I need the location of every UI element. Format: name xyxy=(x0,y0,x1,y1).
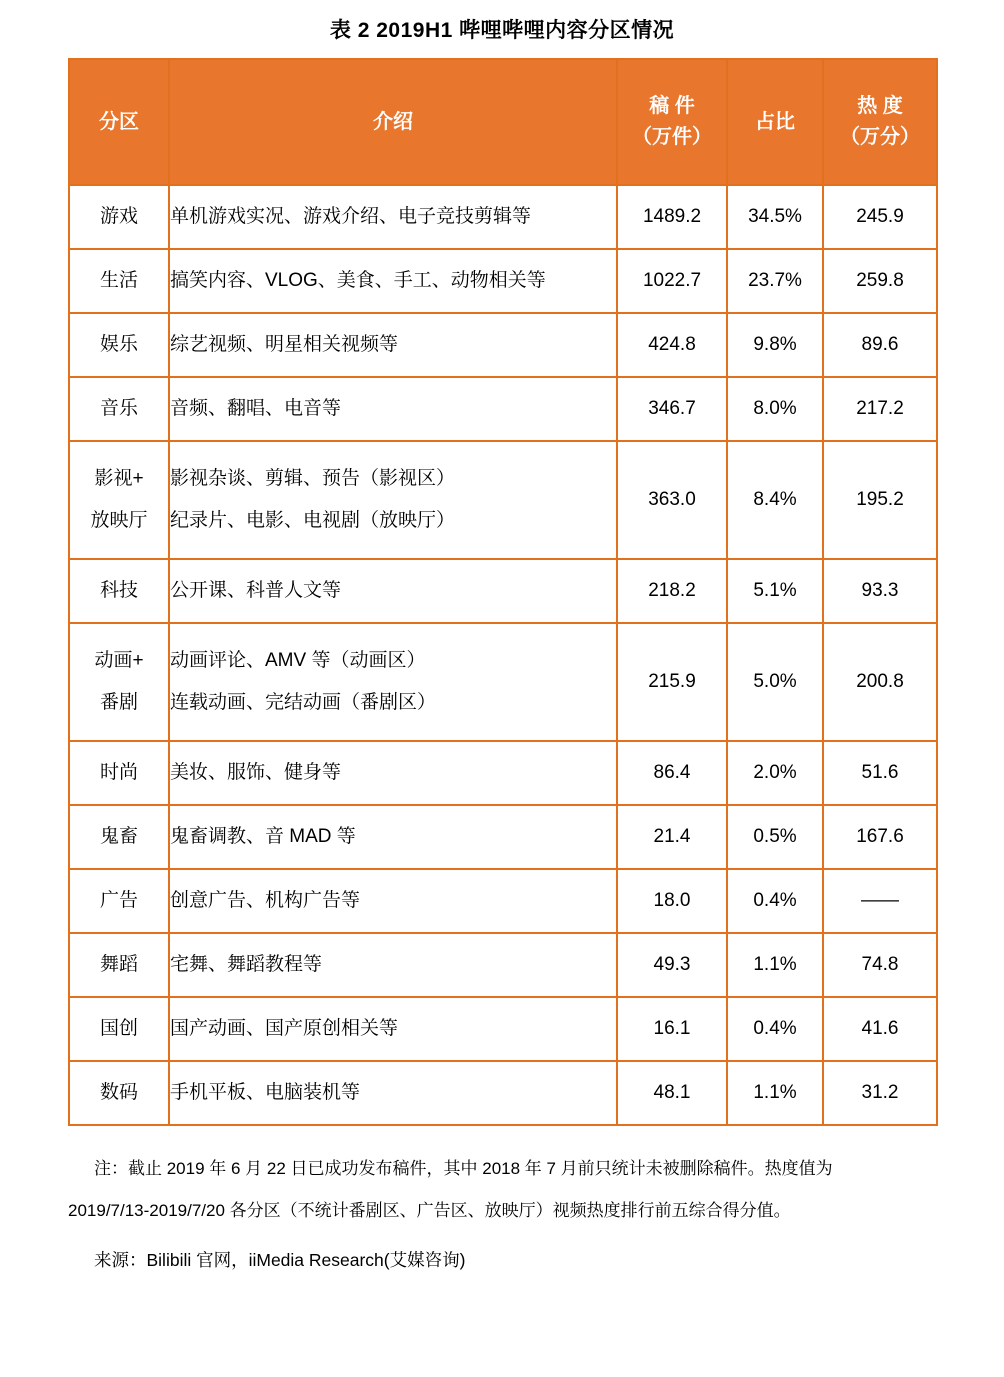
source-text: 来源：Bilibili 官网，iiMedia Research(艾媒咨询) xyxy=(94,1250,466,1271)
note-text-1: 注：截止 2019 年 6 月 22 日已成功发布稿件，其中 2018 年 7 月前只统计未被删除稿件。热度值为 xyxy=(94,1159,833,1178)
cell-category: 广告 xyxy=(69,869,169,933)
cell-category-line2: 放映厅 xyxy=(90,510,148,531)
cell-intro: 单机游戏实况、游戏介绍、电子竞技剪辑等 xyxy=(169,185,617,249)
note-line-1 xyxy=(68,1148,936,1190)
cell-share: 5.1% xyxy=(727,559,823,623)
cell-count: 218.2 xyxy=(617,559,727,623)
cell-count: 48.1 xyxy=(617,1061,727,1125)
content-category-table xyxy=(68,58,938,1126)
cell-count: 86.4 xyxy=(617,741,727,805)
cell-intro: 综艺视频、明星相关视频等 xyxy=(169,313,617,377)
table-row xyxy=(69,805,937,869)
table-row xyxy=(69,377,937,441)
cell-category: 娱乐 xyxy=(69,313,169,377)
cell-intro-line2: 纪录片、电影、电视剧（放映厅） xyxy=(170,510,456,531)
table-row xyxy=(69,249,937,313)
cell-intro: 创意广告、机构广告等 xyxy=(169,869,617,933)
cell-count: 21.4 xyxy=(617,805,727,869)
table-row xyxy=(69,741,937,805)
table-row xyxy=(69,185,937,249)
cell-share: 0.4% xyxy=(727,997,823,1061)
cell-category: 科技 xyxy=(69,559,169,623)
table-row xyxy=(69,869,937,933)
cell-intro-line1: 动画评论、AMV 等（动画区） xyxy=(170,649,426,671)
column-header-intro: 介绍 xyxy=(169,59,617,185)
cell-category: 鬼畜 xyxy=(69,805,169,869)
column-header-count xyxy=(617,59,727,185)
cell-share: 0.4% xyxy=(727,869,823,933)
column-header-heat-line2: （万分） xyxy=(840,126,920,148)
cell-heat: 167.6 xyxy=(823,805,937,869)
table-row xyxy=(69,441,937,559)
column-header-count-line2: （万件） xyxy=(632,126,712,148)
cell-heat: 217.2 xyxy=(823,377,937,441)
cell-category xyxy=(69,623,169,741)
table-header-row xyxy=(69,59,937,185)
table-row xyxy=(69,997,937,1061)
cell-category xyxy=(69,441,169,559)
cell-count: 346.7 xyxy=(617,377,727,441)
table-row xyxy=(69,559,937,623)
cell-heat: 259.8 xyxy=(823,249,937,313)
cell-share: 9.8% xyxy=(727,313,823,377)
table-row xyxy=(69,933,937,997)
cell-heat: 245.9 xyxy=(823,185,937,249)
cell-heat: 93.3 xyxy=(823,559,937,623)
cell-category: 时尚 xyxy=(69,741,169,805)
note-line-2 xyxy=(68,1190,936,1232)
cell-count: 16.1 xyxy=(617,997,727,1061)
cell-heat: 51.6 xyxy=(823,741,937,805)
table-container xyxy=(0,58,1004,1126)
cell-heat: 31.2 xyxy=(823,1061,937,1125)
cell-count: 363.0 xyxy=(617,441,727,559)
cell-count: 1022.7 xyxy=(617,249,727,313)
cell-heat: 195.2 xyxy=(823,441,937,559)
cell-share: 1.1% xyxy=(727,933,823,997)
cell-heat: 74.8 xyxy=(823,933,937,997)
cell-intro: 鬼畜调教、音 MAD 等 xyxy=(169,805,617,869)
cell-category: 数码 xyxy=(69,1061,169,1125)
table-header xyxy=(69,59,937,185)
cell-intro: 手机平板、电脑装机等 xyxy=(169,1061,617,1125)
cell-intro: 音频、翻唱、电音等 xyxy=(169,377,617,441)
cell-count: 18.0 xyxy=(617,869,727,933)
page-title: 表 2 2019H1 哔哩哔哩内容分区情况 xyxy=(329,19,675,42)
table-notes xyxy=(0,1126,1004,1231)
cell-category: 舞蹈 xyxy=(69,933,169,997)
cell-intro xyxy=(169,441,617,559)
cell-category: 游戏 xyxy=(69,185,169,249)
column-header-heat xyxy=(823,59,937,185)
cell-category: 音乐 xyxy=(69,377,169,441)
column-header-category: 分区 xyxy=(69,59,169,185)
table-row xyxy=(69,1061,937,1125)
cell-intro: 宅舞、舞蹈教程等 xyxy=(169,933,617,997)
cell-share: 0.5% xyxy=(727,805,823,869)
cell-count: 1489.2 xyxy=(617,185,727,249)
cell-heat: 200.8 xyxy=(823,623,937,741)
cell-intro-line2: 连载动画、完结动画（番剧区） xyxy=(170,692,437,713)
cell-count: 215.9 xyxy=(617,623,727,741)
cell-share: 23.7% xyxy=(727,249,823,313)
cell-heat: —— xyxy=(823,869,937,933)
cell-share: 34.5% xyxy=(727,185,823,249)
cell-intro: 公开课、科普人文等 xyxy=(169,559,617,623)
column-header-count-line1: 稿 件 xyxy=(649,95,695,117)
cell-share: 8.4% xyxy=(727,441,823,559)
cell-count: 424.8 xyxy=(617,313,727,377)
table-row xyxy=(69,623,937,741)
cell-share: 5.0% xyxy=(727,623,823,741)
cell-share: 8.0% xyxy=(727,377,823,441)
cell-category-line1: 影视+ xyxy=(94,467,144,489)
cell-heat: 89.6 xyxy=(823,313,937,377)
cell-share: 1.1% xyxy=(727,1061,823,1125)
table-body xyxy=(69,185,937,1125)
cell-intro: 美妆、服饰、健身等 xyxy=(169,741,617,805)
cell-heat: 41.6 xyxy=(823,997,937,1061)
cell-count: 49.3 xyxy=(617,933,727,997)
cell-intro: 搞笑内容、VLOG、美食、手工、动物相关等 xyxy=(169,249,617,313)
column-header-share: 占比 xyxy=(727,59,823,185)
note-text-2: 2019/7/13-2019/7/20 各分区（不统计番剧区、广告区、放映厅）视频热度排行前五综合得分值。 xyxy=(68,1200,791,1220)
cell-intro: 国产动画、国产原创相关等 xyxy=(169,997,617,1061)
column-header-heat-line1: 热 度 xyxy=(857,95,903,117)
source-line xyxy=(0,1231,1004,1272)
cell-intro-line1: 影视杂谈、剪辑、预告（影视区） xyxy=(170,467,456,489)
cell-category-line1: 动画+ xyxy=(94,649,144,671)
cell-category: 生活 xyxy=(69,249,169,313)
table-row xyxy=(69,313,937,377)
cell-category: 国创 xyxy=(69,997,169,1061)
cell-share: 2.0% xyxy=(727,741,823,805)
cell-intro xyxy=(169,623,617,741)
cell-category-line2: 番剧 xyxy=(99,692,138,713)
